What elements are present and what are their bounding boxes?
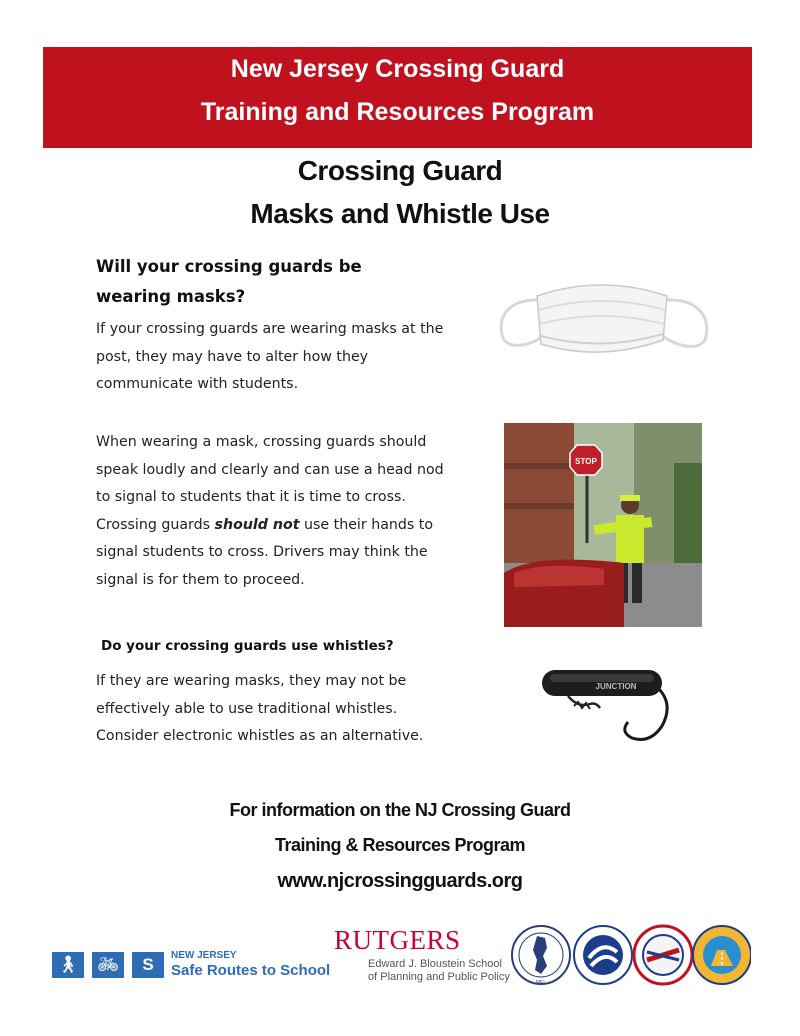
header-banner	[43, 47, 752, 148]
crossing-guard-photo	[504, 423, 702, 627]
footer-info-line2: Training & Resources Program	[274, 835, 526, 855]
masks-paragraph-2-end: use their hands to signal students to cross. Drivers may think the signal is for them to proceed.	[96, 516, 434, 588]
masks-paragraph-2	[96, 429, 451, 594]
usdot-seal	[574, 926, 632, 984]
bloustein-line2: of Planning and Public Policy	[368, 971, 510, 983]
route-s-icon: S	[132, 952, 164, 978]
njdot-seal	[634, 926, 692, 984]
footer-website-link[interactable]: www.njcrossingguards.org	[277, 870, 523, 892]
banner-title-line1: New Jersey Crossing Guard	[230, 55, 565, 83]
stop-sign-text: STOP	[575, 457, 597, 466]
whistle-brand-text: JUNCTION	[595, 682, 637, 691]
nj-highway-traffic-safety-seal	[693, 926, 751, 984]
footer-info-line1: For information on the NJ Crossing Guard	[229, 800, 571, 820]
rutgers-logo: RUTGERS	[334, 925, 461, 955]
face-mask-image	[497, 270, 713, 370]
page-title-line1: Crossing Guard	[297, 155, 503, 186]
srts-logo-line2: Safe Routes to School	[171, 962, 331, 979]
masks-paragraph-2-emphasis: should not	[214, 516, 300, 533]
nj-liability-fund-seal	[512, 926, 570, 986]
banner-title-line2: Training and Resources Program	[200, 98, 595, 126]
bloustein-line1: Edward J. Bloustein School	[368, 958, 502, 970]
whistles-question-heading: Do your crossing guards use whistles?	[101, 638, 394, 654]
electronic-whistle-image	[538, 664, 678, 750]
agency-seals	[511, 922, 751, 988]
masks-paragraph-1: If your crossing guards are wearing masks at the post, they may have to alter how they communicate with students.	[96, 321, 444, 392]
masks-question-heading: Will your crossing guards be wearing masks?	[96, 257, 362, 306]
masks-paragraph-2-start: When wearing a mask, crossing guards should speak loudly and clearly and can use a head nod to signal to students that it is time to cross. Crossing guards	[96, 434, 444, 533]
bicycle-icon: 🚲︎	[92, 952, 124, 978]
walking-icon: 🚶︎	[52, 952, 84, 978]
whistles-paragraph: If they are wearing masks, they may not be effectively able to use traditional whistles. Consider electronic whistles as an alternative.	[96, 673, 424, 744]
page-title-line2: Masks and Whistle Use	[250, 198, 550, 229]
srts-logo-line1: NEW JERSEY	[171, 950, 237, 961]
mel-text: MEL	[535, 980, 547, 986]
